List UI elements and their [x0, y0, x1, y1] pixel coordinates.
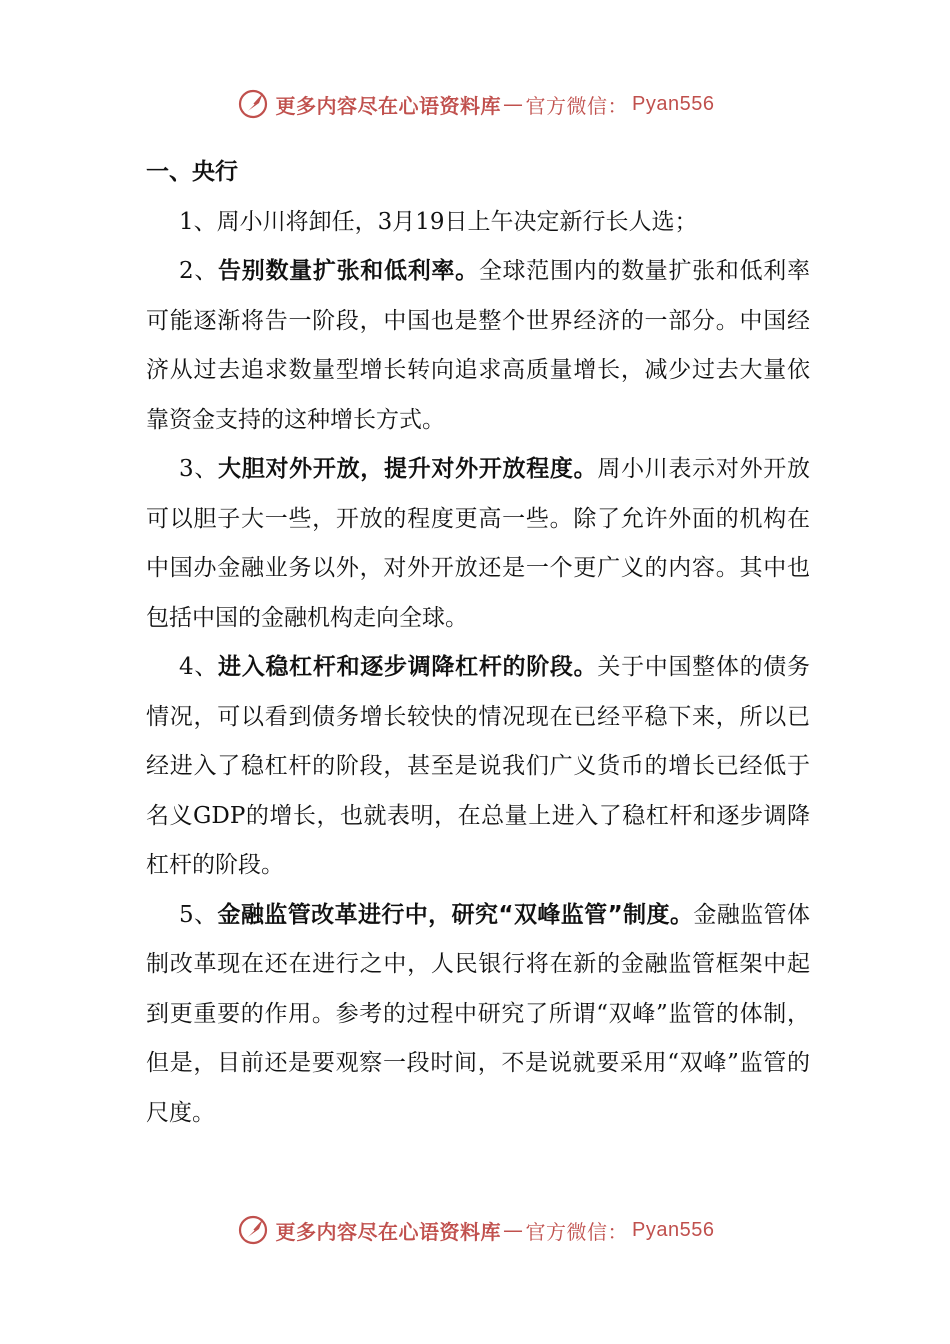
list-item — [146, 891, 810, 1139]
item-text: 周小川表示对外开放可以胆子大一些，开放的程度更高一些。除了允许外面的机构在中国办金融业务以外，对外开放还是一个更广义的内容。其中也包括中国的金融机构走向全球。 — [146, 456, 811, 631]
item-number: 3、 — [179, 456, 219, 482]
list-item — [146, 445, 810, 643]
banner-wechat-id: Pyan556 — [632, 92, 715, 115]
document-body — [146, 148, 810, 1138]
quill-logo-icon — [236, 87, 270, 121]
header-watermark-banner — [0, 82, 950, 126]
item-text: 周小川将卸任，3月19日上午决定新行长人选； — [216, 208, 698, 235]
list-item — [146, 198, 810, 248]
list-item — [146, 247, 810, 445]
section-heading: 一、央行 — [146, 159, 238, 185]
banner-dash: — — [503, 92, 524, 116]
item-lead: 金融监管改革进行中，研究“双峰监管”制度。 — [217, 901, 694, 928]
banner-wechat-id: Pyan556 — [632, 1218, 715, 1241]
item-number: 4、 — [179, 654, 219, 680]
item-text: 金融监管体制改革现在还在进行之中，人民银行将在新的金融监管框架中起到更重要的作用。参考的过程中研究了所谓“双峰”监管的体制，但是，目前还是要观察一段时间，不是说就要采用“双峰”监管的尺度。 — [146, 901, 811, 1126]
item-text: 全球范围内的数量扩张和低利率可能逐渐将告一阶段，中国也是整个世界经济的一部分。中国经济从过去追求数量型增长转向追求高质量增长，减少过去大量依靠资金支持的这种增长方式。 — [146, 258, 811, 433]
item-lead: 告别数量扩张和低利率。 — [218, 258, 479, 284]
banner-wechat-label: 官方微信： — [525, 93, 629, 118]
item-text: 关于中国整体的债务情况，可以看到债务增长较快的情况现在已经平稳下来，所以已经进入了稳杠杆的阶段，甚至是说我们广义货币的增长已经低于名义GDP的增长，也就表明，在总量上进入了稳杠杆和逐步调降杠杆的阶段。 — [146, 654, 811, 878]
quill-logo-icon — [236, 1213, 270, 1247]
item-number: 2、 — [179, 258, 219, 284]
footer-watermark-banner — [0, 1208, 950, 1252]
list-item — [146, 643, 810, 891]
banner-main-text: 更多内容尽在心语资料库 — [275, 1219, 502, 1244]
item-number: 5、 — [179, 901, 218, 928]
item-lead: 进入稳杠杆和逐步调降杠杆的阶段。 — [218, 654, 598, 680]
item-number: 1、 — [179, 208, 217, 235]
banner-dash: — — [503, 1218, 524, 1242]
banner-main-text: 更多内容尽在心语资料库 — [275, 93, 502, 118]
item-lead: 大胆对外开放，提升对外开放程度。 — [218, 456, 598, 482]
banner-wechat-label: 官方微信： — [525, 1219, 629, 1244]
